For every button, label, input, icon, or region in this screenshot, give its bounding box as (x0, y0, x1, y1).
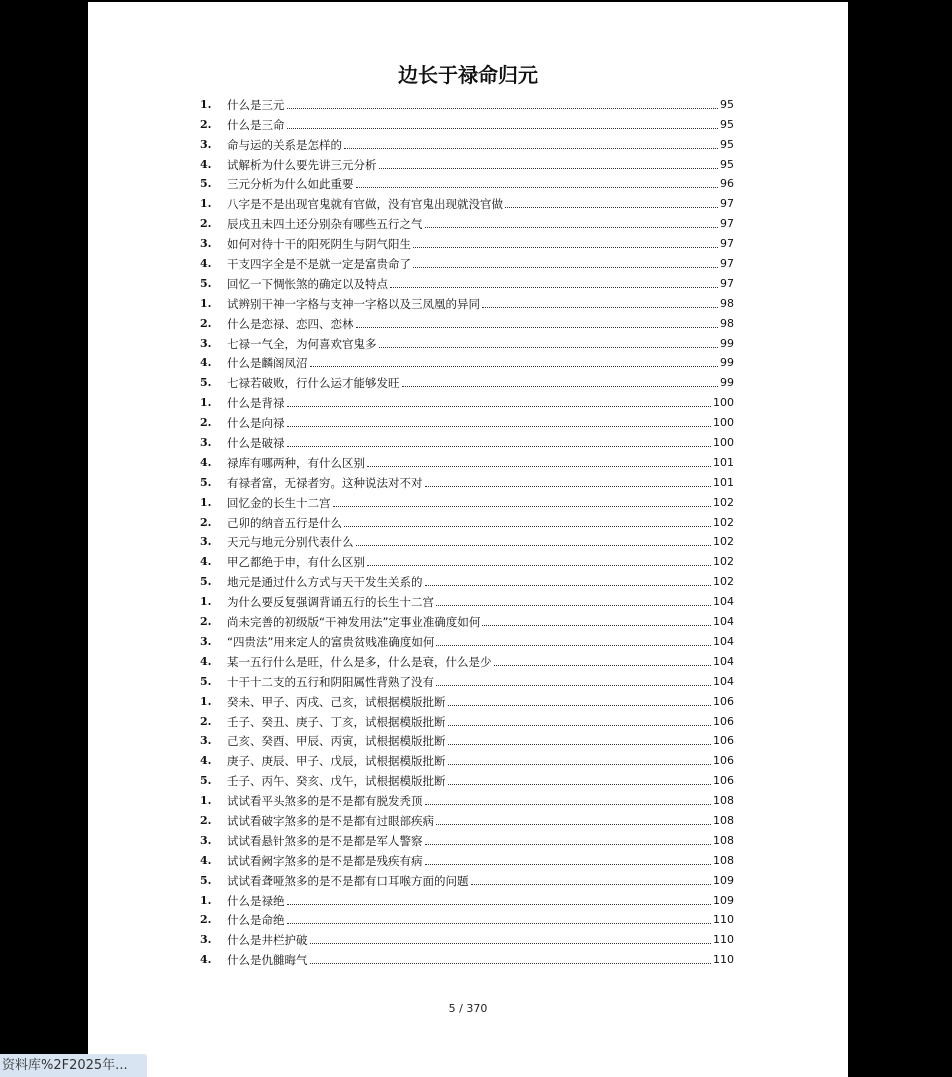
toc-entry-text: 什么是破禄 (227, 436, 285, 451)
toc-dot-leader (482, 625, 711, 626)
status-tooltip: 资料库%2F2025年... (0, 1054, 147, 1077)
toc-dot-leader (482, 307, 718, 308)
toc-entry-page: 109 (713, 873, 734, 887)
toc-entry-page: 97 (720, 217, 734, 231)
toc-dot-leader (471, 884, 712, 885)
toc-dot-leader (287, 406, 712, 407)
toc-entry-number: 5. (200, 674, 212, 688)
toc-entry[interactable] (200, 610, 734, 630)
toc-entry-page: 104 (713, 595, 734, 609)
toc-entry-page: 101 (713, 475, 734, 489)
toc-dot-leader (436, 605, 711, 606)
toc-entry-text: 七禄若破败，行什么运才能够发旺 (227, 376, 400, 391)
toc-entry-page: 109 (713, 893, 734, 907)
toc-entry[interactable] (200, 471, 734, 491)
toc-entry-number: 2. (200, 813, 212, 827)
toc-entry[interactable] (200, 710, 734, 730)
toc-entry[interactable] (200, 232, 734, 252)
toc-entry-text: 什么是井栏护破 (227, 933, 308, 948)
toc-entry-number: 3. (200, 833, 212, 847)
toc-entry[interactable] (200, 630, 734, 650)
toc-entry-number: 1. (200, 893, 212, 907)
toc-dot-leader (310, 963, 712, 964)
toc-entry-page: 97 (720, 276, 734, 290)
toc-entry-page: 97 (720, 257, 734, 271)
toc-entry-text: 试辨别干神一字格与支神一字格以及三凤凰的异同 (227, 296, 480, 311)
toc-entry-page: 95 (720, 97, 734, 111)
toc-entry-number: 4. (200, 953, 212, 967)
toc-entry-page: 108 (713, 853, 734, 867)
toc-entry-text: 试解析为什么要先讲三元分析 (227, 157, 377, 172)
toc-entry-number: 2. (200, 416, 212, 430)
toc-entry-text: 什么是禄绝 (227, 893, 285, 908)
toc-entry-text: 己卯的纳音五行是什么 (227, 515, 342, 530)
toc-entry-text: 天元与地元分别代表什么 (227, 535, 354, 550)
toc-dot-leader (287, 904, 712, 905)
toc-entry[interactable] (200, 809, 734, 829)
toc-entry-text: 为什么要反复强调背诵五行的长生十二宫 (227, 595, 434, 610)
toc-entry-number: 3. (200, 535, 212, 549)
toc-dot-leader (310, 943, 712, 944)
page-indicator: 5 / 370 (448, 1002, 488, 1015)
toc-entry-text: 己亥、癸酉、甲辰、丙寅，试根据模版批断 (227, 734, 446, 749)
toc-entry-text: 壬子、丙午、癸亥、戊午，试根据模版批断 (227, 774, 446, 789)
toc-entry[interactable] (200, 650, 734, 670)
toc-entry-number: 3. (200, 336, 212, 350)
toc-dot-leader (356, 187, 719, 188)
toc-entry-number: 4. (200, 654, 212, 668)
toc-dot-leader (425, 844, 712, 845)
toc-entry-text: 壬子、癸丑、庚子、丁亥，试根据模版批断 (227, 714, 446, 729)
toc-entry-text: 十干十二支的五行和阴阳属性背熟了没有 (227, 674, 434, 689)
toc-entry-text: 什么是向禄 (227, 416, 285, 431)
toc-dot-leader (448, 764, 712, 765)
toc-entry[interactable] (200, 531, 734, 551)
toc-entry[interactable] (200, 590, 734, 610)
toc-entry-page: 97 (720, 197, 734, 211)
toc-entry-number: 4. (200, 555, 212, 569)
toc-entry[interactable] (200, 550, 734, 570)
toc-entry-number: 2. (200, 217, 212, 231)
toc-dot-leader (367, 565, 711, 566)
toc-entry-number: 5. (200, 873, 212, 887)
toc-dot-leader (356, 327, 719, 328)
toc-entry[interactable] (200, 730, 734, 750)
toc-entry-page: 110 (713, 953, 734, 967)
toc-dot-leader (333, 506, 712, 507)
toc-entry-number: 4. (200, 853, 212, 867)
toc-dot-leader (287, 446, 712, 447)
toc-entry[interactable] (200, 849, 734, 869)
toc-dot-leader (425, 585, 712, 586)
toc-entry[interactable] (200, 312, 734, 332)
toc-dot-leader (505, 207, 718, 208)
toc-entry-text: 什么是背禄 (227, 396, 285, 411)
toc-entry-page: 106 (713, 694, 734, 708)
toc-entry[interactable] (200, 670, 734, 690)
toc-entry[interactable] (200, 352, 734, 372)
toc-entry-page: 102 (713, 515, 734, 529)
toc-entry-page: 100 (713, 416, 734, 430)
toc-dot-leader (494, 665, 712, 666)
toc-entry-number: 5. (200, 376, 212, 390)
toc-entry-page: 102 (713, 495, 734, 509)
toc-entry-number: 1. (200, 694, 212, 708)
toc-entry-text: 什么是麟阁凤沼 (227, 356, 308, 371)
toc-entry-page: 100 (713, 436, 734, 450)
toc-entry-text: 回忆一下惆怅煞的确定以及特点 (227, 276, 388, 291)
toc-dot-leader (425, 864, 712, 865)
toc-entry-number: 1. (200, 296, 212, 310)
toc-entry[interactable] (200, 212, 734, 232)
toc-entry-page: 99 (720, 356, 734, 370)
toc-dot-leader (310, 366, 719, 367)
toc-entry-page: 106 (713, 714, 734, 728)
toc-entry-page: 101 (713, 455, 734, 469)
toc-dot-leader (287, 108, 719, 109)
toc-entry-number: 4. (200, 157, 212, 171)
toc-entry-number: 1. (200, 794, 212, 808)
toc-entry-number: 4. (200, 754, 212, 768)
toc-entry-page: 110 (713, 913, 734, 927)
toc-entry[interactable] (200, 252, 734, 272)
toc-entry-number: 4. (200, 356, 212, 370)
toc-entry-text: 什么是三元 (227, 97, 285, 112)
toc-entry[interactable] (200, 431, 734, 451)
toc-entry-page: 110 (713, 933, 734, 947)
toc-entry[interactable] (200, 133, 734, 153)
toc-entry[interactable] (200, 332, 734, 352)
toc-entry-text: 某一五行什么是旺，什么是多，什么是衰，什么是少 (227, 654, 492, 669)
toc-dot-leader (344, 526, 711, 527)
toc-dot-leader (448, 705, 712, 706)
toc-entry-text: 试试看破字煞多的是不是都有过眼部疾病 (227, 813, 434, 828)
toc-dot-leader (287, 923, 712, 924)
toc-entry-page: 108 (713, 813, 734, 827)
toc-entry[interactable] (200, 889, 734, 909)
toc-dot-leader (287, 426, 712, 427)
toc-entry-text: 尚未完善的初级版“干神发用法”定事业准确度如何 (227, 615, 481, 630)
toc-entry[interactable] (200, 153, 734, 173)
toc-entry-number: 1. (200, 197, 212, 211)
toc-entry-number: 4. (200, 455, 212, 469)
toc-entry-page: 99 (720, 376, 734, 390)
toc-entry-number: 5. (200, 177, 212, 191)
toc-dot-leader (413, 267, 718, 268)
toc-entry-page: 102 (713, 535, 734, 549)
toc-entry-text: “四贵法”用来定人的富贵贫贱准确度如何 (227, 634, 435, 649)
toc-entry-text: 试试看阙字煞多的是不是都是残疾有病 (227, 853, 423, 868)
toc-entry-page: 100 (713, 396, 734, 410)
toc-entry-text: 地元是通过什么方式与天干发生关系的 (227, 575, 423, 590)
toc-entry-page: 95 (720, 137, 734, 151)
toc-entry-number: 2. (200, 515, 212, 529)
toc-entry[interactable] (200, 411, 734, 431)
toc-entry[interactable] (200, 113, 734, 133)
toc-entry-page: 102 (713, 555, 734, 569)
toc-dot-leader (448, 744, 712, 745)
toc-entry-page: 104 (713, 674, 734, 688)
toc-entry[interactable] (200, 491, 734, 511)
toc-dot-leader (448, 725, 712, 726)
toc-entry[interactable] (200, 948, 734, 968)
toc-entry-page: 95 (720, 157, 734, 171)
toc-dot-leader (425, 804, 712, 805)
toc-entry-number: 5. (200, 575, 212, 589)
toc-entry-number: 3. (200, 137, 212, 151)
toc-entry-page: 98 (720, 296, 734, 310)
toc-entry-number: 5. (200, 276, 212, 290)
toc-entry-text: 什么是恋禄、恋四、恋林 (227, 316, 354, 331)
toc-entry-page: 96 (720, 177, 734, 191)
toc-entry-page: 97 (720, 237, 734, 251)
toc-entry[interactable] (200, 93, 734, 113)
toc-entry-number: 3. (200, 734, 212, 748)
toc-entry[interactable] (200, 769, 734, 789)
toc-entry-text: 什么是仇雠晦气 (227, 953, 308, 968)
toc-dot-leader (344, 148, 718, 149)
toc-entry-text: 命与运的关系是怎样的 (227, 137, 342, 152)
toc-entry[interactable] (200, 173, 734, 193)
toc-entry-number: 1. (200, 396, 212, 410)
toc-entry-text: 试试看悬针煞多的是不是都是军人警察 (227, 833, 423, 848)
toc-entry-page: 104 (713, 634, 734, 648)
toc-entry-text: 如何对待十干的阳死阴生与阴气阳生 (227, 237, 411, 252)
toc-entry-text: 试试看平头煞多的是不是都有脱发秃顶 (227, 794, 423, 809)
toc-entry-number: 2. (200, 117, 212, 131)
toc-entry-text: 庚子、庚辰、甲子、戊辰，试根据模版批断 (227, 754, 446, 769)
page-title: 边长于禄命归元 (398, 63, 538, 87)
toc-entry[interactable] (200, 690, 734, 710)
toc-entry-page: 106 (713, 774, 734, 788)
toc-entry-text: 回忆金的长生十二宫 (227, 495, 331, 510)
toc-entry-number: 1. (200, 97, 212, 111)
toc-entry-page: 95 (720, 117, 734, 131)
toc-entry-text: 什么是命绝 (227, 913, 285, 928)
toc-entry-number: 2. (200, 714, 212, 728)
toc-entry-page: 106 (713, 754, 734, 768)
toc-entry-text: 有禄者富，无禄者穷。这种说法对不对 (227, 475, 423, 490)
document-page (88, 2, 848, 1077)
toc-entry[interactable] (200, 909, 734, 929)
toc-entry-page: 108 (713, 833, 734, 847)
toc-entry-text: 什么是三命 (227, 117, 285, 132)
toc-dot-leader (413, 247, 718, 248)
toc-entry-text: 试试看聋哑煞多的是不是都有口耳喉方面的问题 (227, 873, 469, 888)
toc-entry[interactable] (200, 570, 734, 590)
toc-dot-leader (402, 386, 719, 387)
toc-entry[interactable] (200, 511, 734, 531)
toc-entry[interactable] (200, 829, 734, 849)
toc-entry-page: 98 (720, 316, 734, 330)
toc-dot-leader (367, 466, 711, 467)
toc-entry-number: 3. (200, 237, 212, 251)
toc-entry[interactable] (200, 451, 734, 471)
toc-dot-leader (448, 784, 712, 785)
toc-entry-text: 八字是不是出现官鬼就有官做，没有官鬼出现就没官做 (227, 197, 503, 212)
toc-dot-leader (436, 645, 711, 646)
toc-entry[interactable] (200, 371, 734, 391)
toc-entry-text: 三元分析为什么如此重要 (227, 177, 354, 192)
toc-entry[interactable] (200, 272, 734, 292)
toc-entry-text: 干支四字全是不是就一定是富贵命了 (227, 257, 411, 272)
toc-entry-number: 2. (200, 615, 212, 629)
toc-entry-page: 102 (713, 575, 734, 589)
toc-dot-leader (287, 128, 719, 129)
toc-entry-text: 辰戌丑未四土还分别杂有哪些五行之气 (227, 217, 423, 232)
toc-entry-number: 5. (200, 774, 212, 788)
toc-entry-number: 3. (200, 933, 212, 947)
toc-entry-number: 4. (200, 257, 212, 271)
toc-entry-page: 99 (720, 336, 734, 350)
toc-entry-number: 5. (200, 475, 212, 489)
toc-entry-text: 癸未、甲子、丙戌、己亥，试根据模版批断 (227, 694, 446, 709)
table-of-contents (200, 93, 734, 968)
toc-dot-leader (425, 486, 712, 487)
toc-entry-number: 2. (200, 316, 212, 330)
toc-dot-leader (356, 545, 712, 546)
toc-dot-leader (436, 824, 711, 825)
toc-entry-page: 108 (713, 794, 734, 808)
toc-dot-leader (379, 347, 719, 348)
toc-entry-page: 104 (713, 615, 734, 629)
toc-entry-page: 104 (713, 654, 734, 668)
toc-entry[interactable] (200, 749, 734, 769)
toc-dot-leader (436, 685, 711, 686)
toc-entry[interactable] (200, 869, 734, 889)
toc-entry[interactable] (200, 292, 734, 312)
toc-entry[interactable] (200, 192, 734, 212)
toc-entry-number: 3. (200, 634, 212, 648)
toc-entry-text: 禄库有哪两种，有什么区别 (227, 455, 365, 470)
toc-dot-leader (425, 227, 719, 228)
toc-entry-text: 七禄一气全，为何喜欢官鬼多 (227, 336, 377, 351)
toc-entry-page: 106 (713, 734, 734, 748)
toc-dot-leader (379, 168, 719, 169)
toc-entry[interactable] (200, 789, 734, 809)
toc-entry-number: 2. (200, 913, 212, 927)
toc-entry-number: 1. (200, 595, 212, 609)
toc-entry[interactable] (200, 391, 734, 411)
toc-entry-number: 3. (200, 436, 212, 450)
toc-entry-number: 1. (200, 495, 212, 509)
toc-dot-leader (390, 287, 718, 288)
toc-entry-text: 甲乙都绝于申，有什么区别 (227, 555, 365, 570)
toc-entry[interactable] (200, 928, 734, 948)
